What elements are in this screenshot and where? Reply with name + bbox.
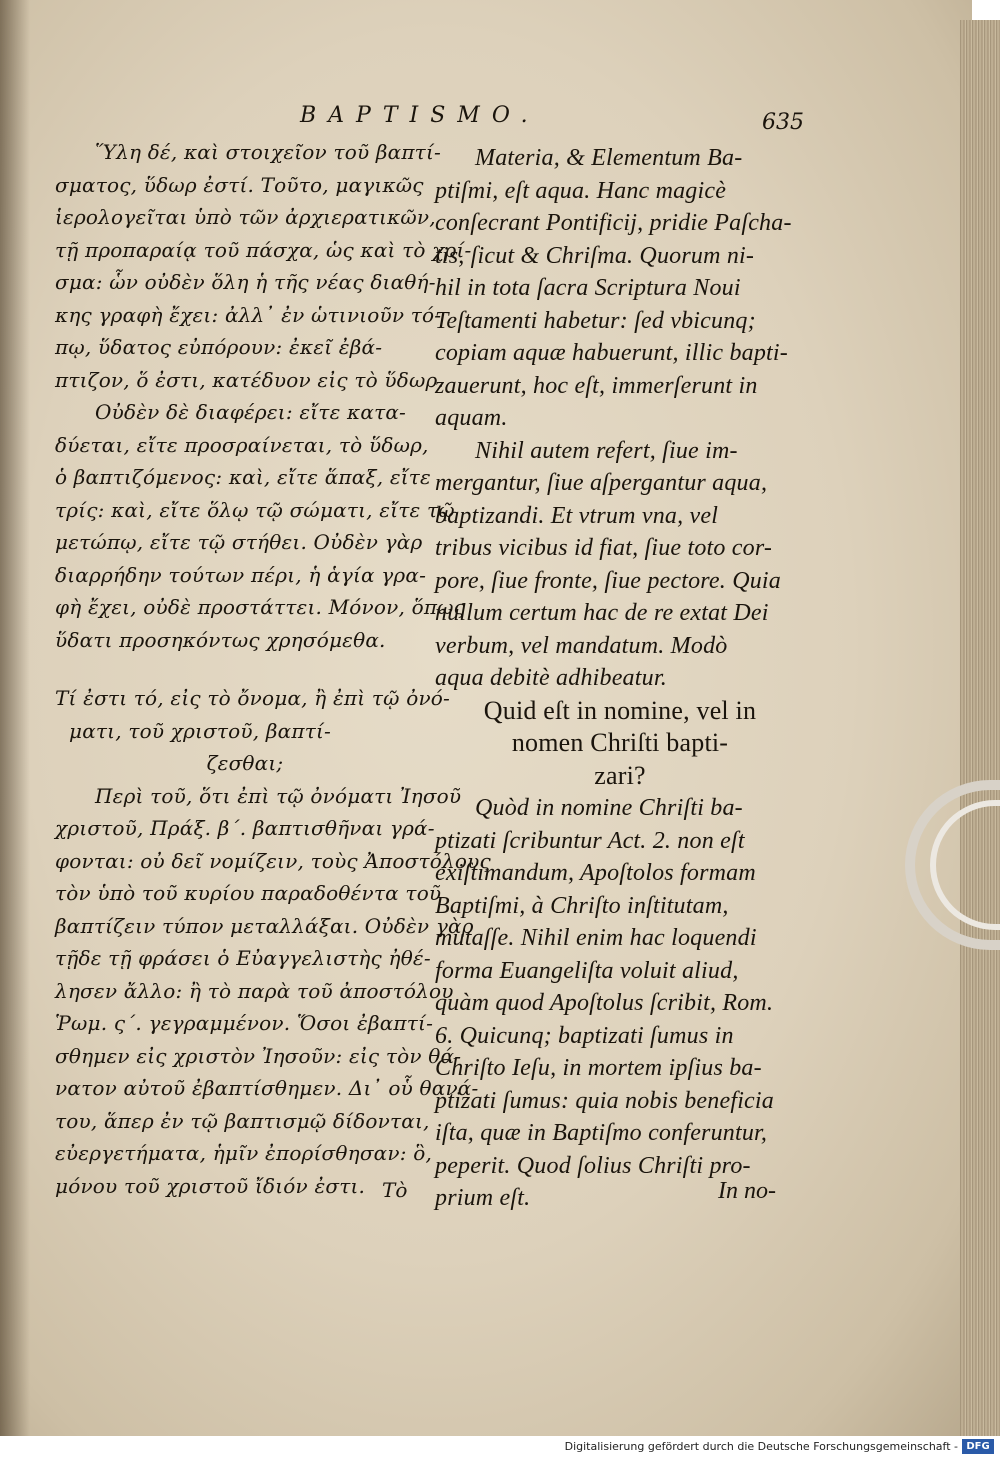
text-line: tribus vicibus id fiat, ſiue toto cor- [435,535,773,561]
text-line: aquam. [435,405,508,431]
text-line: Chriſto Ieſu, in mortem ipſius ba- [435,1055,762,1081]
text-line: πτιζον, ὅ ἐστι, κατέδυον εἰς τὸ ὕδωρ. [55,367,445,392]
running-head: BAPTISMO. [300,103,540,128]
page-number: 635 [762,110,804,135]
text-line: διαρρήδην τούτων πέρι, ἡ ἁγία γρα- [55,562,427,587]
latin-question-heading [435,695,805,793]
text-line: baptizandi. Et vtrum vna, vel [435,502,719,529]
text-line: νατον αὐτοῦ ἐβαπτίσθημεν. Δι᾽ οὗ θανά- [55,1076,479,1100]
text-line: copiam aquæ habuerunt, illic bapti- [435,340,788,366]
dfg-logo: DFG [962,1439,994,1454]
text-line: πῳ, ὕδατος εὐπόρουν: ἐκεῖ ἐβά- [55,335,383,359]
text-line: σθημεν εἰς χριστὸν Ἰησοῦν: εἰς τὸν θά- [55,1043,462,1068]
text-line: κης γραφὴ ἔχει: ἀλλ᾽ ἐν ὡτινιοῦν τό- [55,302,442,327]
text-line: ptiſmi, eſt aqua. Hanc magicè [435,177,727,204]
text-line: zari? [594,760,646,790]
text-line: nomen Chriſti bapti- [511,728,729,757]
text-line: tis, ſicut & Chriſma. Quorum ni- [435,242,755,269]
text-line: Ὕλη δέ, καὶ στοιχεῖον τοῦ βαπτί- [95,140,441,164]
text-line: pore, ſiue fronte, ſiue pectore. Quia [435,567,781,594]
text-line: ptizati ſcribuntur Act. 2. non eſt [435,827,745,854]
text-line: Quòd in nomine Chriſti ba- [475,795,743,821]
text-line: δύεται, εἴτε προσραίνεται, τὸ ὕδωρ, [55,432,429,457]
text-line: του, ἅπερ ἐν τῷ βαπτισμῷ δίδονται, [55,1108,430,1133]
text-line: prium eſt. [435,1185,531,1211]
text-line: μετώπῳ, εἴτε τῷ στήθει. Οὐδὲν γὰρ [55,530,423,554]
page-block-edge [960,20,1000,1436]
text-line: Τί ἐστι τό, εἰς τὸ ὄνομα, ἢ ἐπὶ τῷ ὀνό- [55,686,451,710]
greek-catchword: Τὸ [382,1178,408,1202]
text-line: nullum certum hac de re extat Dei [435,600,769,626]
text-line: mutaſſe. Nihil enim hac loquendi [435,925,757,951]
text-line: Nihil autem refert, ſiue im- [475,437,738,464]
text-line: χριστοῦ, Πράξ. β΄. βαπτισθῆναι γρά- [55,816,435,840]
text-line: conſecrant Pontificij, pridie Paſcha- [435,210,792,236]
text-line: τῇδε τῇ φράσει ὁ Εὐαγγελιστὴς ἠθέ- [55,946,431,970]
text-line: ptizati ſumus: quia nobis beneficia [435,1087,774,1114]
text-line: λησεν ἄλλο: ἢ τὸ παρὰ τοῦ ἀποστόλου [55,978,454,1003]
funding-note: Digitalisierung gefördert durch die Deutsche Forschungsgemeinschaft - [564,1440,958,1453]
text-line: verbum, vel mandatum. Modò [435,632,728,659]
text-line: Materia, & Elementum Ba- [475,145,743,171]
text-line: Οὐδὲν δὲ διαφέρει: εἴτε κατα- [95,400,407,424]
footer-bar [0,1436,1000,1459]
greek-paragraph-1 [55,136,472,396]
text-line: τῇ προπαραίᾳ τοῦ πάσχα, ὡς καὶ τὸ χρί- [55,237,472,262]
text-line: εὐεργετήματα, ἡμῖν ἐπορίσθησαν: ὃ, [55,1141,433,1165]
text-line: ματι, τοῦ χριστοῦ, βαπτί- [69,718,331,743]
text-line: ὁ βαπτιζόμενος: καὶ, εἴτε ἅπαξ, εἴτε [55,465,431,489]
text-line: φὴ ἔχει, οὐδὲ προστάττει. Μόνον, ὅπως [55,595,466,619]
latin-paragraph-3 [435,792,805,1215]
text-line: peperit. Quod ſolius Chriſti pro- [435,1152,751,1179]
text-line: τὸν ὑπὸ τοῦ κυρίου παραδοθέντα τοῦ [55,881,442,905]
latin-column [435,142,805,1215]
gutter-shadow [0,0,30,1436]
greek-paragraph-3 [55,780,491,1203]
text-line: hil in tota ſacra Scriptura Noui [435,275,741,301]
text-line: τρίς: καὶ, εἴτε ὅλῳ τῷ σώματι, εἴτε τῷ [55,497,455,522]
text-line: forma Euangeliſta voluit aliud, [435,957,739,984]
latin-paragraph-2 [435,435,805,695]
text-line: Ῥωμ. ς΄. γεγραμμένον. Ὅσοι ἐβαπτί- [55,1011,434,1035]
text-line: ζεσθαι; [206,751,284,775]
text-line: Teſtamenti habetur: ſed vbicunq; [435,307,756,334]
text-line: Baptiſmi, à Chriſto inſtitutam, [435,892,729,919]
text-line: iſta, quæ in Baptiſmo conferuntur, [435,1120,768,1146]
text-line: φονται: οὐ δεῖ νομίζειν, τοὺς Ἀποστόλους [55,848,491,873]
text-line: ὕδατι προσηκόντως χρησόμεθα. [55,627,386,652]
text-line: Περὶ τοῦ, ὅτι ἐπὶ τῷ ὀνόματι Ἰησοῦ [95,783,462,808]
text-line: βαπτίζειν τύπον μεταλλάξαι. Οὐδὲν γὰρ [55,913,474,938]
greek-question-heading [55,682,451,780]
text-line: mergantur, ſiue aſpergantur aqua, [435,470,768,496]
latin-catchword: In no- [718,1178,776,1204]
text-line: exiſtimandum, Apoſtolos formam [435,860,756,886]
text-line: μόνου τοῦ χριστοῦ ἴδιόν ἐστι. [55,1173,366,1198]
text-line: 6. Quicunq; baptizati ſumus in [435,1022,734,1049]
text-line: Quid eſt in nomine, vel in [483,695,757,725]
text-line: aqua debitè adhibeatur. [435,665,667,691]
greek-paragraph-2 [55,396,466,656]
text-line: zauerunt, hoc eſt, immerſerunt in [435,372,758,399]
text-line: σματος, ὕδωρ ἐστί. Τοῦτο, μαγικῶς [55,172,424,197]
text-line: σμα: ὧν οὐδὲν ὅλη ἡ τῆς νέας διαθή- [55,270,436,294]
text-line: quàm quod Apoſtolus ſcribit, Rom. [435,990,774,1016]
text-line: ἱερολογεῖται ὑπὸ τῶν ἀρχιερατικῶν, [55,205,436,229]
latin-paragraph-1 [435,142,805,435]
